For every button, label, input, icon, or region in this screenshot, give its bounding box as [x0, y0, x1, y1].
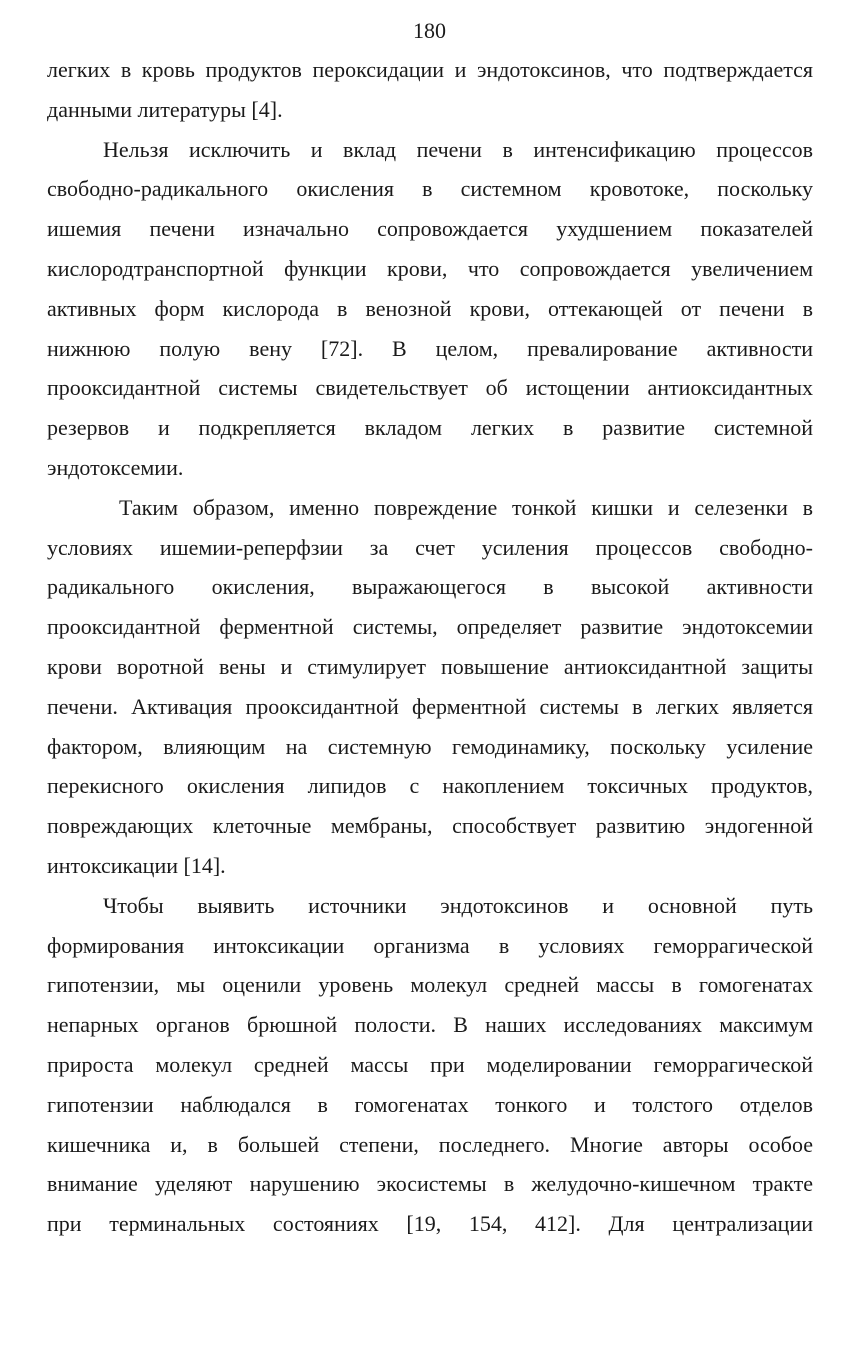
page-number: 180: [413, 18, 446, 43]
paragraph-3: [47, 488, 813, 886]
text-line: кислородтранспортной функции крови, что сопровождается увеличением: [47, 255, 813, 281]
text-line: гипотензии наблюдался в гомогенатах тонкого и толстого отделов: [47, 1091, 813, 1117]
text-line: прироста молекул средней массы при моделировании геморрагической: [47, 1051, 813, 1077]
text-line: при терминальных состояниях [19, 154, 412]. Для централизации: [47, 1211, 813, 1237]
text-line: внимание уделяют нарушению экосистемы в желудочно-кишечном тракте: [47, 1171, 813, 1197]
text-line: повреждающих клеточные мембраны, способствует развитию эндогенной: [47, 813, 813, 839]
text-line: свободно-радикального окисления в системном кровотоке, поскольку: [47, 176, 813, 202]
text-line: прооксидантной системы свидетельствует об истощении антиоксидантных: [47, 375, 813, 401]
text-line: Нельзя исключить и вклад печени в интенсификацию процессов: [103, 136, 813, 162]
text-line: нижнюю полую вену [72]. В целом, превалирование активности: [47, 335, 813, 361]
text-line: формирования интоксикации организма в условиях геморрагической: [47, 932, 813, 958]
text-line: активных форм кислорода в венозной крови, оттекающей от печени в: [47, 295, 813, 321]
paragraph-4: [47, 886, 813, 1244]
text-line: условиях ишемии-реперфзии за счет усиления процессов свободно-: [47, 534, 813, 560]
text-line: гипотензии, мы оценили уровень молекул средней массы в гомогенатах: [47, 972, 813, 998]
text-line: легких в кровь продуктов пероксидации и эндотоксинов, что подтверждается: [47, 57, 813, 82]
text-line: эндотоксемии.: [47, 454, 184, 480]
text-line: резервов и подкрепляется вкладом легких в развитие системной: [47, 415, 813, 441]
text-line: фактором, влияющим на системную гемодинамику, поскольку усиление: [47, 733, 813, 759]
text-line: непарных органов брюшной полости. В наших исследованиях максимум: [47, 1012, 813, 1038]
text-line: Чтобы выявить источники эндотоксинов и основной путь: [103, 892, 813, 918]
text-line: перекисного окисления липидов с накоплением токсичных продуктов,: [47, 773, 813, 799]
text-line: печени. Активация прооксидантной ферментной системы в легких является: [47, 693, 813, 719]
paragraph-1: [47, 50, 813, 130]
text-line: прооксидантной ферментной системы, определяет развитие эндотоксемии: [47, 614, 813, 640]
text-line: Таким образом, именно повреждение тонкой кишки и селезенки в: [119, 494, 813, 520]
text-line: кишечника и, в большей степени, последнего. Многие авторы особое: [47, 1131, 813, 1157]
text-line: радикального окисления, выражающегося в высокой активности: [47, 574, 813, 600]
paragraph-2: [47, 130, 813, 488]
body-text: [47, 50, 813, 1244]
text-line: ишемия печени изначально сопровождается ухудшением показателей: [47, 216, 813, 242]
text-line: крови воротной вены и стимулирует повышение антиоксидантной защиты: [47, 653, 813, 679]
text-line: данными литературы [4].: [47, 96, 283, 122]
text-line: интоксикации [14].: [47, 852, 226, 878]
